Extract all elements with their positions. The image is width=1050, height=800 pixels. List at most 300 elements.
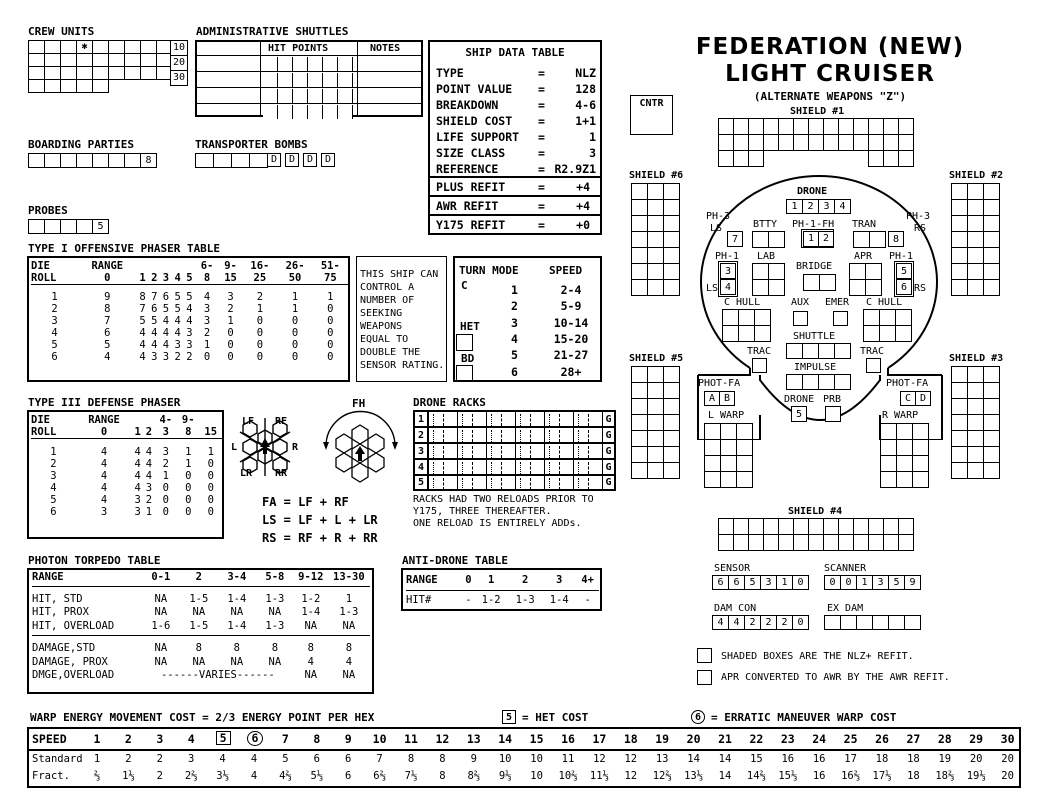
drone-rack-slot <box>515 410 545 427</box>
probe-box <box>44 219 61 234</box>
drone-slot-dashes <box>472 446 473 458</box>
probe-box <box>825 406 841 422</box>
shield-box <box>951 446 968 463</box>
shield1-box <box>748 150 764 167</box>
standard-cell: 2 <box>125 753 132 765</box>
apr-box <box>865 279 882 296</box>
legend-shaded-box <box>697 648 712 663</box>
fract-cell: 11⅓ <box>589 770 609 782</box>
shield-box <box>647 231 664 248</box>
drone-rack-g: G <box>602 442 616 459</box>
photon-header-cell: 13-30 <box>328 571 370 586</box>
crew-box <box>92 40 109 54</box>
shield1-box <box>763 134 779 151</box>
table-header-cell: 51- <box>320 260 340 272</box>
arc-def: LS = LF + L + LR <box>262 513 378 527</box>
speed-cell: 16 <box>561 732 575 746</box>
crew-box: ✱ <box>76 40 93 54</box>
scanner-box: 0 <box>840 575 857 590</box>
ship-data-value: 1+1 <box>575 114 596 128</box>
table-cell: 0 <box>291 351 299 363</box>
shield4-box <box>763 534 779 551</box>
speed-cell: 25 <box>843 732 858 746</box>
photon-row <box>32 620 370 636</box>
chull-right-boxes <box>863 309 911 341</box>
drone-note-line: Y175, THREE THEREAFTER. <box>413 506 552 517</box>
drone-racks-label: DRONE RACKS <box>413 396 486 409</box>
refit-value: +4 <box>576 180 590 194</box>
table-cell: 0 <box>162 506 169 518</box>
shield1-box <box>808 118 824 135</box>
shield-box <box>951 183 968 200</box>
table-cell: 1 <box>145 506 153 518</box>
chull-box <box>754 309 771 326</box>
ph1fh-boxes <box>803 231 833 246</box>
table-cell: 4 <box>186 303 193 315</box>
rwarp-label: R WARP <box>882 410 919 421</box>
drone-slot-dashes <box>578 478 579 490</box>
table-header-cell: 8 <box>195 272 218 285</box>
standard-cell: 15 <box>750 753 763 765</box>
ship-title-line2: LIGHT CRUISER <box>725 61 935 87</box>
table-header-cell: 16- <box>250 260 270 272</box>
arc-def: RS = RF + R + RR <box>262 531 378 545</box>
table-header-cell: 6- <box>200 260 214 272</box>
sensor-box: 1 <box>776 575 793 590</box>
table-cell: 7 <box>104 315 111 327</box>
table-cell: 0 <box>256 327 264 339</box>
chull-box <box>863 309 880 326</box>
shield4-box <box>823 534 839 551</box>
table-cell: 0 <box>327 351 334 363</box>
standard-cell: 14 <box>718 753 732 765</box>
drone-rack-slot <box>573 442 603 459</box>
shield1-box <box>748 118 764 135</box>
speed-cell: 4 <box>187 732 195 746</box>
shield6-grid <box>631 183 679 295</box>
speed-cell: 12 <box>435 732 450 746</box>
table-header-cell: 26- <box>285 260 305 272</box>
drone-rack-slot <box>457 426 487 443</box>
admin-shuttles-box <box>195 40 423 117</box>
crew-box <box>108 40 125 54</box>
drone-slot-dashes <box>462 446 463 458</box>
anti-drone-header-cell: 2 <box>508 571 542 591</box>
turn-mode-het: HET <box>460 320 480 333</box>
drone-slot-dashes <box>578 462 579 474</box>
crew-box <box>140 66 157 80</box>
table-cell: 4 <box>145 470 153 482</box>
table-cell: 3 <box>100 506 108 518</box>
table-cell: 0 <box>203 351 211 363</box>
table-cell: 3 <box>151 351 158 363</box>
photon-cell: 1-5 <box>180 620 218 636</box>
ship-data-eq: = <box>538 82 545 96</box>
table-cell: 0 <box>327 327 334 339</box>
seeking-note-line: EQUAL TO <box>360 334 409 345</box>
shield1-box <box>778 118 794 135</box>
crew-box <box>44 53 61 67</box>
photon-cell: 4 <box>345 655 353 668</box>
shuttle-hp-box <box>323 73 338 87</box>
table-cell: 1 <box>51 291 58 303</box>
table-header-cell <box>143 414 154 426</box>
drone-rack-slot <box>544 458 574 475</box>
sensor-box: 6 <box>728 575 745 590</box>
left-warp-box <box>704 455 721 472</box>
anti-drone-header-cell: 0 <box>463 571 474 591</box>
seeking-note-line: THIS SHIP CAN <box>360 269 439 280</box>
damcon-box: 2 <box>776 615 793 630</box>
shield1-grid <box>718 118 913 166</box>
photon-box-d: D <box>915 391 931 406</box>
impulse-box <box>786 374 803 390</box>
chull-box <box>895 309 912 326</box>
ship-data-title: SHIP DATA TABLE <box>465 46 565 59</box>
battery-box <box>768 231 785 248</box>
table-header-cell: ROLL <box>31 272 78 285</box>
drone-slot-dashes <box>433 462 434 474</box>
shield-box <box>647 382 664 399</box>
chull-left-boxes <box>722 309 770 341</box>
table-cell: 5 <box>174 303 181 315</box>
shield-box <box>647 462 664 479</box>
table-row <box>31 327 348 339</box>
speed-cell: 10 <box>372 732 387 746</box>
speed-cell: 21 <box>718 732 732 746</box>
ph3-rs-label: PH-3 <box>906 211 931 222</box>
probe-box <box>28 219 45 234</box>
shield1-box <box>898 150 914 167</box>
fract-cell: 2⅔ <box>184 770 198 782</box>
ship-data-value: NLZ <box>575 66 596 80</box>
drone-rack-slot <box>457 442 487 459</box>
speed-cell: 1 <box>93 732 101 746</box>
boarding-party-box <box>108 153 125 168</box>
shield-box <box>663 215 680 232</box>
anti-drone-cell: HIT# <box>406 594 432 606</box>
table-cell: 2 <box>162 458 169 470</box>
scanner-box: 1 <box>856 575 873 590</box>
photon-header-cell: 5-8 <box>256 571 294 586</box>
shield1-box <box>868 150 884 167</box>
transporter-box <box>869 231 886 248</box>
exdam-box <box>840 615 857 630</box>
ship-data-value: 4-6 <box>575 98 596 112</box>
crew-mark: 10 <box>170 40 188 56</box>
shield-box <box>631 366 648 383</box>
shuttle-hp-box <box>293 73 308 87</box>
impulse-label: IMPULSE <box>794 362 837 373</box>
shield1-box <box>733 118 749 135</box>
shield-box <box>631 247 648 264</box>
drone-slot-dashes <box>530 446 531 458</box>
arc-rr: RR <box>275 468 288 479</box>
table-cell: 4 <box>139 327 146 339</box>
ship-data-value: R2.9Z1 <box>554 162 596 176</box>
ship-data-key: SIZE CLASS <box>436 146 506 160</box>
crew-box <box>124 53 141 67</box>
shield-box <box>663 366 680 383</box>
chull-box <box>863 325 880 342</box>
ship-data-eq: = <box>538 146 545 160</box>
speed-cell: 20 <box>686 732 701 746</box>
apr-label: APR <box>854 251 873 262</box>
shield-box <box>647 414 664 431</box>
table-cell: 5 <box>139 315 146 327</box>
table-header-cell: 2 <box>148 272 160 285</box>
drone-slot-dashes <box>491 414 492 426</box>
table-cell: 7 <box>139 303 146 315</box>
standard-cell: 12 <box>593 753 606 765</box>
drone-slot-dashes <box>472 462 473 474</box>
shield1-box <box>838 150 854 167</box>
drone-rack-slot <box>544 442 574 459</box>
seeking-weapons-note <box>356 256 447 382</box>
ph1-right-box: 5 <box>896 263 912 279</box>
shield-box <box>983 414 1000 431</box>
left-warp-box <box>720 423 737 440</box>
shield4-box <box>853 534 869 551</box>
shield1-box <box>868 118 884 135</box>
fract-cell: 16⅔ <box>841 770 861 782</box>
table-cell: 0 <box>291 339 299 351</box>
rs-label: RS <box>914 223 927 234</box>
probe-box <box>60 219 77 234</box>
drone-rack-slot <box>544 426 574 443</box>
shield5-label: SHIELD #5 <box>629 353 684 364</box>
shield-box <box>647 446 664 463</box>
drone-rack-slot <box>573 474 603 491</box>
drone-slot-dashes <box>549 446 550 458</box>
notes-header: NOTES <box>370 43 401 54</box>
shield4-box <box>868 518 884 535</box>
speed-cell: 6 <box>247 731 263 746</box>
shuttle-col-line <box>260 42 261 115</box>
transporter-bomb-box: D <box>321 153 335 167</box>
chull-box <box>879 309 896 326</box>
trac-right-label: TRAC <box>860 346 885 357</box>
ship-data-value: 128 <box>575 82 596 96</box>
sensor-box: 0 <box>792 575 809 590</box>
table-cell: 4 <box>162 327 170 339</box>
photon-cell: 1-4 <box>227 592 247 605</box>
crew-marks <box>170 40 187 85</box>
speed-cell: 2 <box>124 732 132 746</box>
fract-cell: 12⅔ <box>652 770 672 782</box>
table-cell: 3 <box>174 339 181 351</box>
turn-speed-value: 15-20 <box>553 331 589 346</box>
shield1-box <box>718 118 734 135</box>
shield-box <box>967 414 984 431</box>
table-header-cell: 75 <box>313 272 348 285</box>
table-cell: 2 <box>203 327 211 339</box>
right-warp-box <box>896 471 913 488</box>
crew-box <box>60 79 77 93</box>
transporter-bomb-box <box>195 153 214 168</box>
table-cell: 4 <box>100 446 108 458</box>
crew-box <box>28 66 45 80</box>
drone-slot-dashes <box>443 478 444 490</box>
drone-rack-slot <box>428 458 458 475</box>
photon-cell: NA <box>268 606 282 618</box>
drone-box: 1 <box>786 199 803 214</box>
ship-data-key: SHIELD COST <box>436 114 513 128</box>
table-cell: 3 <box>186 339 193 351</box>
shield-box <box>951 247 968 264</box>
left-warp-box <box>720 455 737 472</box>
shield1-box <box>883 134 899 151</box>
shield-box <box>951 462 968 479</box>
ph1-left-box: 3 <box>720 263 736 279</box>
table-cell: 4 <box>145 458 153 470</box>
shield4-box <box>793 518 809 535</box>
btty-label: BTTY <box>753 219 778 230</box>
refit-eq: = <box>538 180 545 194</box>
anti-drone-cell: - <box>465 594 472 606</box>
table-cell: 5 <box>104 339 111 351</box>
refit-key: Y175 REFIT <box>436 218 506 232</box>
table-cell: 0 <box>207 506 214 518</box>
standard-cell: 13 <box>655 753 669 765</box>
table-cell: 4 <box>162 339 170 351</box>
drone-slot-dashes <box>588 430 589 442</box>
drone2-label: DRONE <box>784 394 815 405</box>
table-header-cell <box>137 260 149 272</box>
shuttle-hp-box <box>278 89 293 103</box>
left-warp-box <box>720 471 737 488</box>
right-warp-box <box>880 455 897 472</box>
photon-cell: DAMAGE, PROX <box>32 655 108 668</box>
right-warp-box <box>896 439 913 456</box>
damcon-box: 4 <box>728 615 745 630</box>
turn-speed-value: 21-27 <box>553 348 589 363</box>
ph3-ls-label: PH-3 <box>706 211 731 222</box>
shield1-box <box>793 150 809 167</box>
table-cell: 1 <box>327 291 334 303</box>
left-warp-box <box>720 439 737 456</box>
drone-slot-dashes <box>530 478 531 490</box>
shield4-box <box>883 534 899 551</box>
shield-box <box>951 382 968 399</box>
drone-slot-dashes <box>462 430 463 442</box>
arc-def: FA = LF + RF <box>262 495 349 509</box>
speed-cell: 23 <box>780 732 795 746</box>
drone-slot-dashes <box>491 430 492 442</box>
apr-box <box>849 279 866 296</box>
shield-box <box>663 446 680 463</box>
shield-box <box>983 366 1000 383</box>
impulse-box <box>834 374 851 390</box>
table-header-cell: 3 <box>160 272 172 285</box>
turn-mode-c: C <box>461 279 468 292</box>
drone-slot-dashes <box>559 430 560 442</box>
warp-title: WARP ENERGY MOVEMENT COST = 2/3 ENERGY POINT PER HEX <box>30 711 375 724</box>
scanner-box: 5 <box>888 575 905 590</box>
photon-cell: 8 <box>271 642 279 654</box>
shield-box <box>631 199 648 216</box>
photon-header-row <box>32 571 370 586</box>
photon-header-cell: 3-4 <box>218 571 256 586</box>
shield1-box <box>883 150 899 167</box>
anti-drone-row <box>406 591 599 611</box>
drone-slot-dashes <box>433 430 434 442</box>
drone-slot-dashes <box>588 446 589 458</box>
photon-row <box>32 606 370 620</box>
scanner-label: SCANNER <box>824 563 867 574</box>
drone-rack-slot <box>515 442 545 459</box>
shuttle-hp-box <box>263 89 278 103</box>
photon-cell: 1-3 <box>339 606 359 618</box>
table-cell: 4 <box>134 482 141 494</box>
drone-slot-dashes <box>520 462 521 474</box>
shield-box <box>967 430 984 447</box>
table-cell: 2 <box>145 494 153 506</box>
fract-row-label: Fract. <box>32 770 70 782</box>
turn-mode-value: 2 <box>511 299 518 314</box>
standard-cell: 1 <box>93 753 101 765</box>
table-cell: 3 <box>203 315 211 327</box>
crew-box <box>140 79 157 93</box>
shield-box <box>631 446 648 463</box>
ship-data-eq: = <box>538 162 545 176</box>
turn-mode-table <box>453 256 602 382</box>
table-cell: 6 <box>151 303 158 315</box>
refit-row <box>430 197 600 216</box>
transporter-bombs-grid <box>195 153 339 167</box>
drone2-box: 5 <box>791 406 807 422</box>
table-cell: 0 <box>185 470 192 482</box>
photon-cell: NA <box>268 655 282 668</box>
het-box <box>456 334 473 351</box>
turn-speed-value: 2-4 <box>560 283 582 297</box>
refit-table <box>428 176 602 235</box>
legend-hatched-text: APR CONVERTED TO AWR BY THE AWR REFIT. <box>721 672 950 683</box>
table-header-cell: 8 <box>177 426 199 439</box>
crew-box <box>124 66 141 80</box>
shuttle-hp-box <box>308 73 323 87</box>
table-cell: 5 <box>51 339 58 351</box>
ph1-right-label: PH-1 <box>889 251 914 262</box>
drone-slot-dashes <box>491 462 492 474</box>
turn-mode-value: 6 <box>511 364 518 379</box>
shield-box <box>647 366 664 383</box>
shield-box <box>983 446 1000 463</box>
refit-row <box>430 178 600 197</box>
lab-box <box>752 279 769 296</box>
arc-rf: RF <box>275 416 288 427</box>
shield-box <box>967 231 984 248</box>
standard-cell: 3 <box>188 753 195 765</box>
drone-slot-dashes <box>578 414 579 426</box>
photon-cell: NA <box>192 655 206 668</box>
anti-drone-header-cell: 1 <box>474 571 508 591</box>
boarding-party-box <box>28 153 45 168</box>
shuttle-label: SHUTTLE <box>793 331 836 342</box>
apr-boxes <box>849 263 881 295</box>
standard-cell: 10 <box>530 753 543 765</box>
lab-box <box>768 279 785 296</box>
ph3-rs-box <box>888 231 904 247</box>
boarding-party-box <box>92 153 109 168</box>
table-header-cell: 5 <box>184 272 196 285</box>
boarding-party-box <box>76 153 93 168</box>
photon-cell: 1-2 <box>301 592 321 605</box>
shuttle-hp-box <box>338 105 353 119</box>
shield1-box <box>733 134 749 151</box>
drone-rack-slot <box>486 426 516 443</box>
chull-box <box>722 309 739 326</box>
